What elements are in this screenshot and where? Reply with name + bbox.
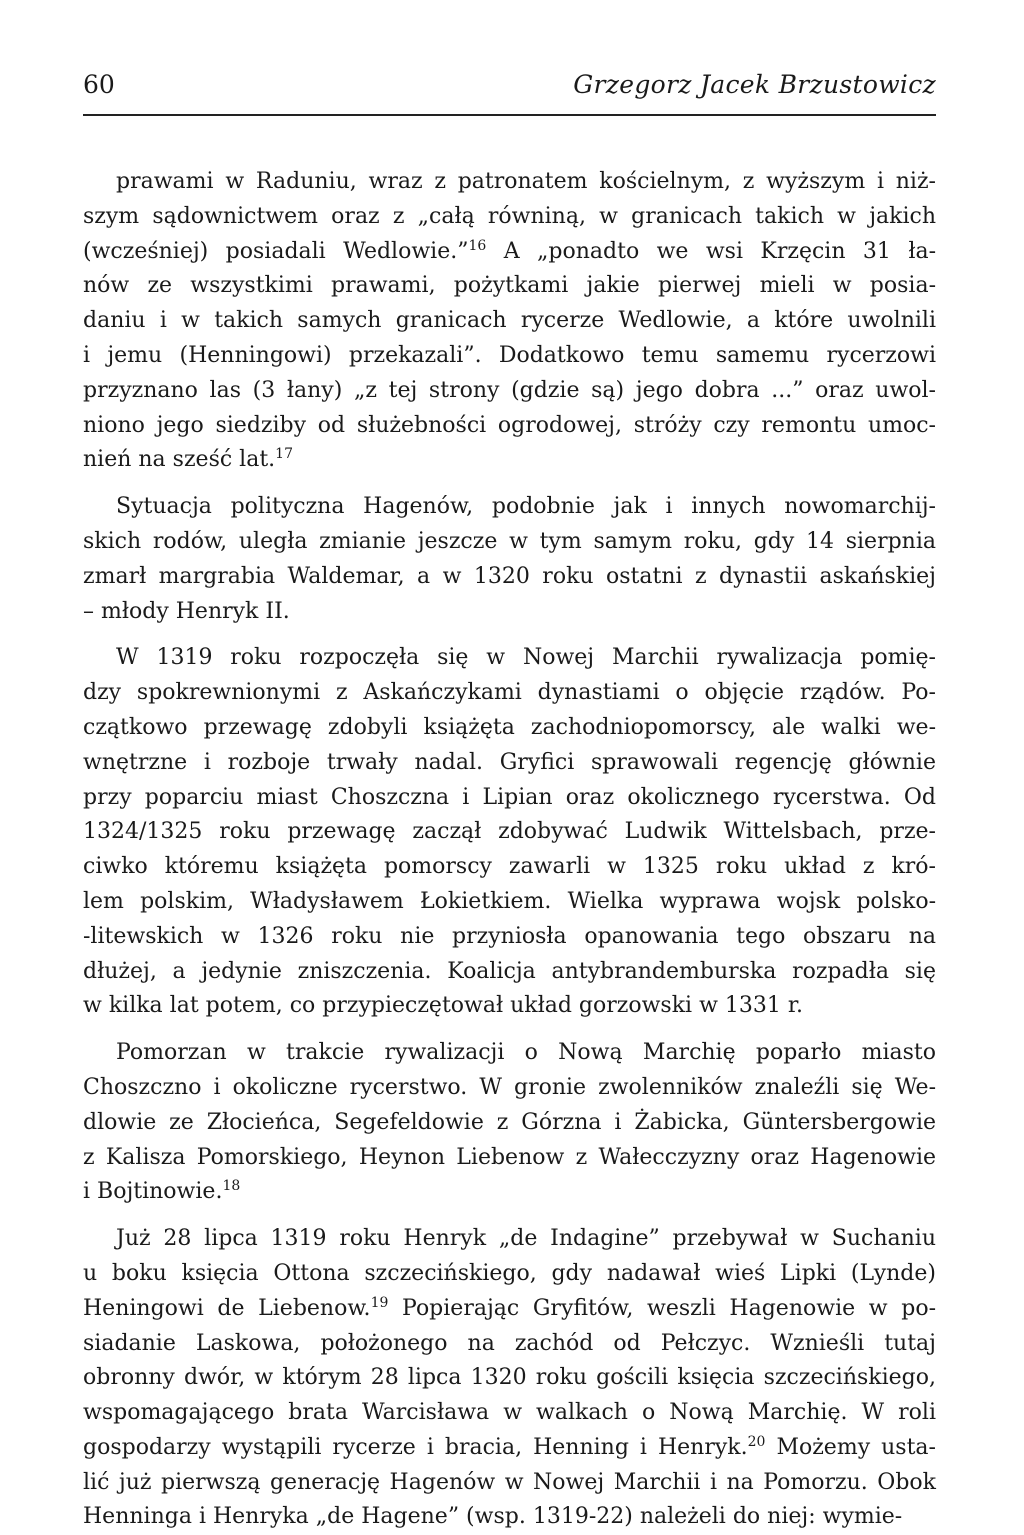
text-line [83,676,936,711]
line-text: – młody Henryk II. [83,598,290,624]
text-line [83,269,936,304]
line-text-after: A „ponadto we wsi Krzęcin 31 ła- [486,238,937,264]
footnote-marker[interactable]: 20 [747,1433,766,1450]
line-text: dłużej, a jedynie zniszczenia. Koalicja antybrandemburska rozpadła się [83,958,936,984]
footnote-marker[interactable]: 18 [222,1178,241,1195]
text-line [83,339,936,374]
text-line [83,1466,936,1501]
line-text: w kilka lat potem, co przypieczętował układ gorzowski w 1331 r. [83,993,803,1019]
paragraph [83,1036,936,1210]
text-line [83,920,936,955]
text-line [83,1257,936,1292]
text-line [83,525,936,560]
text-line [83,1361,936,1396]
paragraph-gap [83,478,936,490]
paragraph-gap [83,1210,936,1222]
paragraph [83,165,936,478]
paragraph [83,1222,936,1535]
text-line [83,595,936,630]
line-text: dlowie ze Złocieńca, Segefeldowie z Górzna i Żabicka, Güntersbergowie [83,1109,936,1135]
text-line [83,815,936,850]
text-line [83,1431,936,1466]
text-line [83,989,936,1024]
line-text: nów ze wszystkimi prawami, pożytkami jakie pierwej mieli w posia- [83,273,936,299]
page-header [83,70,936,106]
text-line [83,560,936,595]
line-text-after: Możemy usta- [765,1434,936,1460]
line-text: Henninga i Henryka „de Hagene” (wsp. 1319-22) należeli do niej: wymie- [83,1504,903,1530]
text-line [83,490,936,525]
paragraph [83,490,936,629]
line-text: i jemu (Henningowi) przekazali”. Dodatkowo temu samemu rycerzowi [83,342,936,368]
line-text: 1324/1325 roku przewagę zaczął zdobywać Ludwik Wittelsbach, prze- [83,819,936,845]
text-line [83,374,936,409]
line-text: -litewskich w 1326 roku nie przyniosła opanowania tego obszaru na [83,923,936,949]
line-text: (wcześniej) posiadali Wedlowie.” [83,238,469,264]
text-line [83,641,936,676]
line-text: Sytuacja polityczna Hagenów, podobnie jak i innych nowomarchij- [116,494,936,520]
footnote-marker[interactable]: 17 [275,446,293,463]
line-text: Heningowi de Liebenow. [83,1295,371,1321]
text-line [83,1141,936,1176]
text-line [83,1327,936,1362]
text-line [83,1396,936,1431]
text-line [83,1175,936,1210]
line-text: nień na sześć lat. [83,447,276,473]
footnote-marker[interactable]: 16 [468,237,487,254]
body-text [83,165,936,1535]
text-line [83,1292,936,1327]
line-text: ciwko któremu książęta pomorscy zawarli w 1325 roku układ z kró- [83,854,936,880]
line-text: Choszczno i okoliczne rycerstwo. W gronie zwolenników znaleźli się We- [83,1074,936,1100]
text-line [83,165,936,200]
line-text: lić już pierwszą generację Hagenów w Nowej Marchii i na Pomorzu. Obok [83,1469,936,1495]
footnote-marker[interactable]: 19 [370,1294,389,1311]
line-text: u boku księcia Ottona szczecińskiego, gdy nadawał wieś Lipki (Lynde) [83,1260,936,1286]
header-rule [83,114,936,116]
line-text: gospodarzy wystąpili rycerze i bracia, Henning i Henryk. [83,1434,748,1460]
text-line [83,955,936,990]
text-line [83,781,936,816]
line-text: wspomagającego brata Warcisława w walkach o Nową Marchię. W roli [83,1400,936,1426]
text-line [83,1222,936,1257]
line-text: skich rodów, uległa zmianie jeszcze w tym samym roku, gdy 14 sierpnia [83,528,936,554]
line-text: Już 28 lipca 1319 roku Henryk „de Indagine” przebywał w Suchaniu [116,1226,936,1252]
line-text: szym sądownictwem oraz z „całą równiną, w granicach takich w jakich [83,203,936,229]
text-line [83,1106,936,1141]
line-text: siadanie Laskowa, położonego na zachód od Pełczyc. Wznieśli tutaj [83,1330,936,1356]
text-line [83,885,936,920]
line-text: Pomorzan w trakcie rywalizacji o Nową Marchię poparło miasto [116,1040,936,1066]
text-line [83,850,936,885]
text-line [83,200,936,235]
line-text: obronny dwór, w którym 28 lipca 1320 roku gościli księcia szczecińskiego, [83,1365,936,1391]
line-text-after: Popierając Gryfitów, weszli Hagenowie w po- [388,1295,936,1321]
line-text: daniu i w takich samych granicach rycerze Wedlowie, a które uwolnili [83,308,936,334]
text-line [83,1071,936,1106]
line-text: zmarł margrabia Waldemar, a w 1320 roku ostatni z dynastii askańskiej [83,563,936,589]
text-line [83,409,936,444]
text-line [83,304,936,339]
text-line [83,746,936,781]
line-text: przyznano las (3 łany) „z tej strony (gdzie są) jego dobra ...” oraz uwol- [83,377,936,403]
line-text: przy poparciu miast Choszczna i Lipian oraz okolicznego rycerstwa. Od [83,784,936,810]
text-line [83,235,936,270]
paragraph-gap [83,629,936,641]
text-line [83,443,936,478]
paragraph [83,641,936,1024]
line-text: z Kalisza Pomorskiego, Heynon Liebenow z Wałecczyzny oraz Hagenowie [83,1144,936,1170]
paragraph-gap [83,1024,936,1036]
line-text: dzy spokrewnionymi z Askańczykami dynastiami o objęcie rządów. Po- [83,680,936,706]
line-text: lem polskim, Władysławem Łokietkiem. Wielka wyprawa wojsk polsko- [83,888,936,914]
line-text: prawami w Raduniu, wraz z patronatem kościelnym, z wyższym i niż- [116,169,936,194]
line-text: niono jego siedziby od służebności ogrodowej, stróży czy remontu umoc- [83,412,936,438]
line-text: wnętrzne i rozboje trwały nadal. Gryfici sprawowali regencję głównie [83,749,936,775]
page-number: 60 [83,70,115,99]
line-text: i Bojtinowie. [83,1179,223,1205]
running-head: Grzegorz Jacek Brzustowicz [573,70,936,99]
text-line [83,711,936,746]
line-text: czątkowo przewagę zdobyli książęta zachodniopomorscy, ale walki we- [83,714,936,740]
line-text: W 1319 roku rozpoczęła się w Nowej Marchii rywalizacja pomię- [116,645,936,671]
text-line [83,1036,936,1071]
